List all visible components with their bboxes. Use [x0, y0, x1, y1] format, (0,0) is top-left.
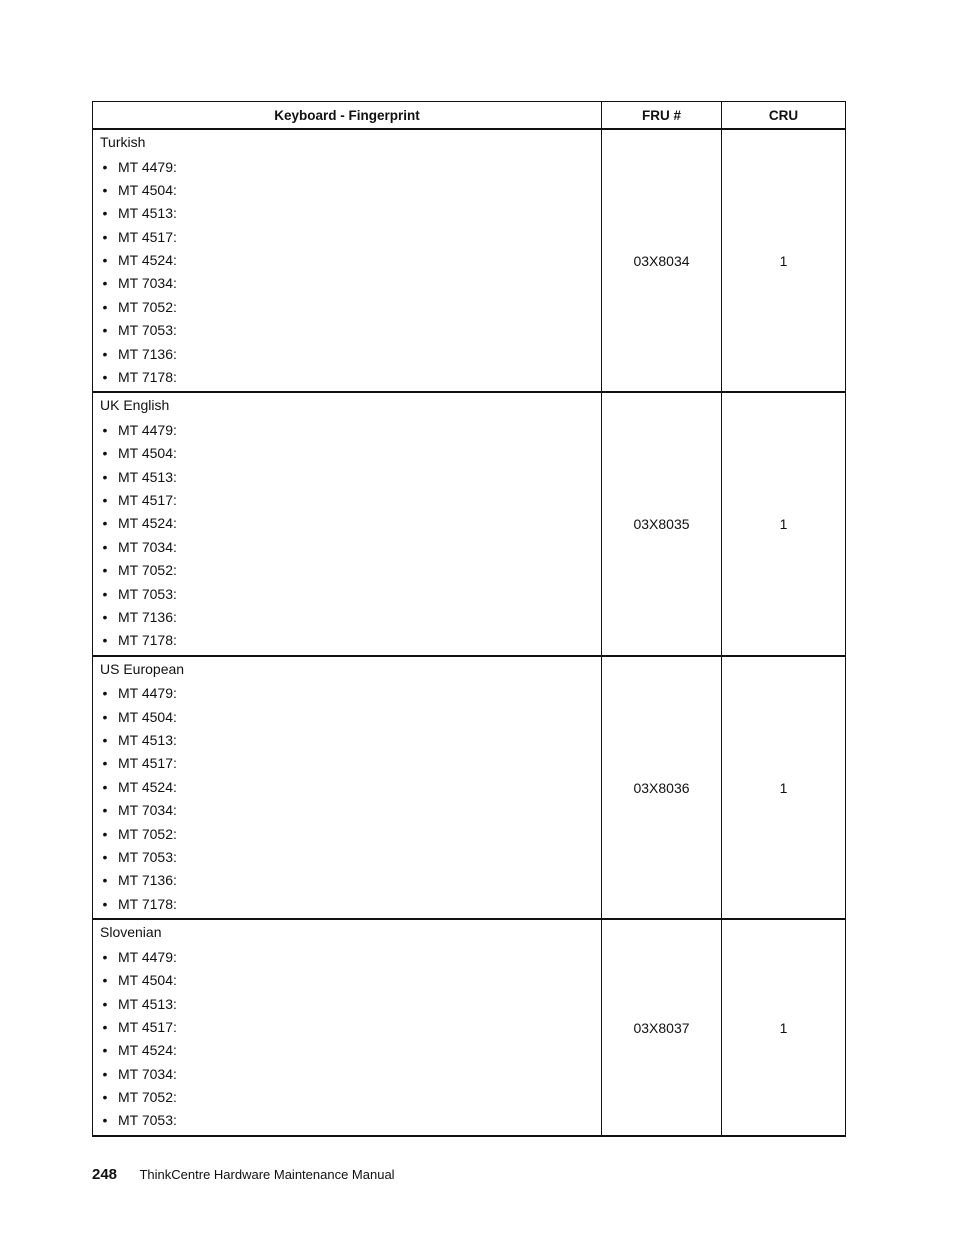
machine-type: MT 7136: [118, 609, 177, 626]
machine-type: MT 7052: [118, 298, 177, 315]
table-row [93, 656, 846, 919]
machine-type: MT 4504: [118, 181, 177, 198]
bullet-icon: • [102, 515, 108, 532]
table-row [93, 129, 846, 392]
bullet-icon: • [102, 538, 108, 555]
list-item [100, 156, 601, 179]
machine-type: MT 7052: [118, 1089, 177, 1106]
bullet-icon: • [102, 468, 108, 485]
machine-type: MT 7053: [118, 585, 177, 602]
bullet-icon: • [102, 228, 108, 245]
header-cru: CRU [722, 102, 846, 130]
page-number: 248 [92, 1166, 118, 1183]
list-item [100, 202, 601, 225]
fru-number: 03X8037 [602, 919, 722, 1136]
cru-tier: 1 [722, 919, 846, 1136]
machine-type: MT 7136: [118, 872, 177, 889]
bullet-icon: • [102, 995, 108, 1012]
list-item [100, 343, 601, 366]
bullet-icon: • [102, 322, 108, 339]
list-item [100, 729, 601, 752]
list-item [100, 823, 601, 846]
list-item [100, 946, 601, 969]
bullet-icon: • [102, 421, 108, 438]
list-item [100, 489, 601, 512]
list-item [100, 559, 601, 582]
machine-type: MT 4513: [118, 995, 177, 1012]
machine-type: MT 7034: [118, 1065, 177, 1082]
machine-type: MT 4524: [118, 252, 177, 269]
cru-tier: 1 [722, 656, 846, 919]
list-item [100, 466, 601, 489]
bullet-icon: • [102, 1112, 108, 1129]
list-item [100, 366, 601, 389]
list-item [100, 682, 601, 705]
bullet-icon: • [102, 825, 108, 842]
cru-tier: 1 [722, 129, 846, 392]
machine-type: MT 4517: [118, 755, 177, 772]
machine-type: MT 4479: [118, 948, 177, 965]
bullet-icon: • [102, 158, 108, 175]
table-row [93, 392, 846, 655]
machine-type: MT 7178: [118, 895, 177, 912]
bullet-icon: • [102, 1018, 108, 1035]
machine-type: MT 7053: [118, 849, 177, 866]
description-cell [93, 392, 602, 655]
machine-type: MT 4517: [118, 228, 177, 245]
table-row [93, 919, 846, 1136]
bullet-icon: • [102, 708, 108, 725]
fru-number: 03X8035 [602, 392, 722, 655]
bullet-icon: • [102, 205, 108, 222]
machine-type-list [100, 682, 601, 916]
bullet-icon: • [102, 755, 108, 772]
machine-type: MT 7034: [118, 538, 177, 555]
bullet-icon: • [102, 345, 108, 362]
list-item [100, 272, 601, 295]
bullet-icon: • [102, 585, 108, 602]
table-body [93, 129, 846, 1136]
list-item [100, 536, 601, 559]
bullet-icon: • [102, 778, 108, 795]
description-cell [93, 656, 602, 919]
parts-table [92, 101, 846, 1137]
machine-type: MT 4479: [118, 158, 177, 175]
bullet-icon: • [102, 685, 108, 702]
list-item [100, 846, 601, 869]
keyboard-language: Turkish [100, 134, 146, 150]
machine-type: MT 4517: [118, 492, 177, 509]
machine-type: MT 4517: [118, 1018, 177, 1035]
machine-type: MT 4504: [118, 708, 177, 725]
list-item [100, 1086, 601, 1109]
list-item [100, 512, 601, 535]
bullet-icon: • [102, 1089, 108, 1106]
list-item [100, 319, 601, 342]
machine-type: MT 4524: [118, 515, 177, 532]
machine-type: MT 7034: [118, 275, 177, 292]
page-footer [92, 1165, 395, 1185]
list-item [100, 442, 601, 465]
bullet-icon: • [102, 1042, 108, 1059]
machine-type-list [100, 419, 601, 653]
list-item [100, 893, 601, 916]
bullet-icon: • [102, 609, 108, 626]
machine-type: MT 7052: [118, 825, 177, 842]
manual-title: ThinkCentre Hardware Maintenance Manual [139, 1167, 395, 1182]
bullet-icon: • [102, 849, 108, 866]
bullet-icon: • [102, 872, 108, 889]
fru-number: 03X8036 [602, 656, 722, 919]
list-item [100, 179, 601, 202]
machine-type-list [100, 946, 601, 1133]
keyboard-language: Slovenian [100, 924, 162, 941]
bullet-icon: • [102, 562, 108, 579]
machine-type: MT 4504: [118, 445, 177, 462]
machine-type: MT 4513: [118, 732, 177, 749]
list-item [100, 419, 601, 442]
bullet-icon: • [102, 298, 108, 315]
list-item [100, 799, 601, 822]
machine-type: MT 4513: [118, 205, 177, 222]
list-item [100, 606, 601, 629]
list-item [100, 869, 601, 892]
list-item [100, 776, 601, 799]
bullet-icon: • [102, 275, 108, 292]
machine-type: MT 7178: [118, 632, 177, 649]
fru-number: 03X8034 [602, 129, 722, 392]
list-item [100, 993, 601, 1016]
machine-type: MT 7053: [118, 322, 177, 339]
bullet-icon: • [102, 895, 108, 912]
bullet-icon: • [102, 802, 108, 819]
machine-type: MT 7136: [118, 345, 177, 362]
list-item [100, 706, 601, 729]
machine-type-list [100, 156, 601, 390]
description-cell [93, 919, 602, 1136]
list-item [100, 226, 601, 249]
list-item [100, 249, 601, 272]
header-row [93, 102, 846, 130]
machine-type: MT 4479: [118, 421, 177, 438]
bullet-icon: • [102, 252, 108, 269]
machine-type: MT 4524: [118, 1042, 177, 1059]
list-item [100, 1063, 601, 1086]
list-item [100, 1016, 601, 1039]
bullet-icon: • [102, 632, 108, 649]
list-item [100, 1039, 601, 1062]
machine-type: MT 7178: [118, 369, 177, 386]
bullet-icon: • [102, 181, 108, 198]
bullet-icon: • [102, 369, 108, 386]
list-item [100, 629, 601, 652]
keyboard-language: UK English [100, 397, 170, 414]
list-item [100, 752, 601, 775]
list-item [100, 583, 601, 606]
list-item [100, 1109, 601, 1132]
list-item [100, 969, 601, 992]
bullet-icon: • [102, 732, 108, 749]
machine-type: MT 7052: [118, 562, 177, 579]
machine-type: MT 4513: [118, 468, 177, 485]
machine-type: MT 4524: [118, 778, 177, 795]
header-fru: FRU # [602, 102, 722, 130]
machine-type: MT 7053: [118, 1112, 177, 1129]
keyboard-language: US European [100, 660, 185, 677]
list-item [100, 296, 601, 319]
cru-tier: 1 [722, 392, 846, 655]
bullet-icon: • [102, 445, 108, 462]
bullet-icon: • [102, 1065, 108, 1082]
machine-type: MT 4504: [118, 972, 177, 989]
description-cell [93, 129, 602, 392]
machine-type: MT 4479: [118, 685, 177, 702]
machine-type: MT 7034: [118, 802, 177, 819]
header-keyboard-fingerprint: Keyboard - Fingerprint [93, 102, 602, 130]
bullet-icon: • [102, 948, 108, 965]
bullet-icon: • [102, 972, 108, 989]
bullet-icon: • [102, 492, 108, 509]
